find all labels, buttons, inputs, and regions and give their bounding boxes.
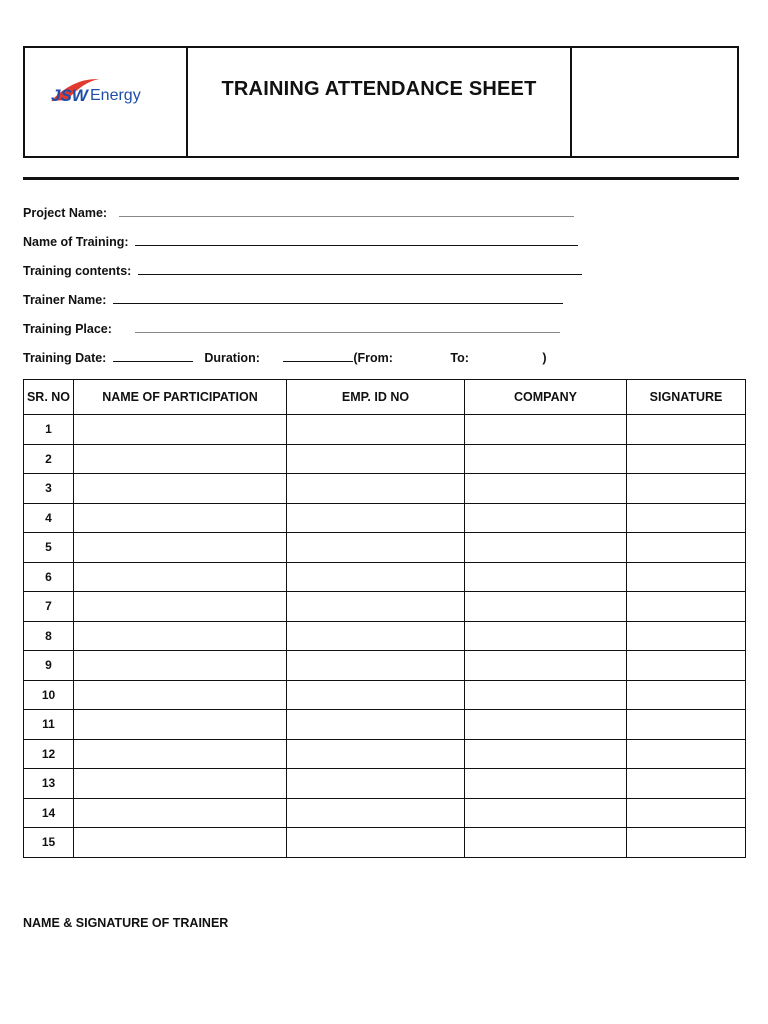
trainer-signature-label: NAME & SIGNATURE OF TRAINER (23, 916, 229, 930)
sr-no-cell: 2 (24, 444, 74, 474)
table-row (24, 621, 746, 651)
header-sr-no: SR. NO (24, 380, 74, 415)
name-cell[interactable] (74, 415, 287, 445)
emp-id-cell[interactable] (287, 739, 465, 769)
table-row (24, 503, 746, 533)
emp-id-cell[interactable] (287, 680, 465, 710)
sr-no-cell: 14 (24, 798, 74, 828)
emp-id-cell[interactable] (287, 621, 465, 651)
training-place-blank[interactable] (135, 321, 560, 333)
name-cell[interactable] (74, 503, 287, 533)
header-rule (23, 177, 739, 180)
table-row (24, 769, 746, 799)
name-of-training-blank[interactable] (135, 234, 578, 246)
sr-no-cell: 13 (24, 769, 74, 799)
signature-cell[interactable] (627, 798, 746, 828)
signature-cell[interactable] (627, 474, 746, 504)
project-name-blank[interactable] (119, 205, 574, 217)
sr-no-cell: 11 (24, 710, 74, 740)
signature-cell[interactable] (627, 592, 746, 622)
sr-no-cell: 1 (24, 415, 74, 445)
sr-no-cell: 5 (24, 533, 74, 563)
training-date-blank[interactable] (113, 350, 193, 362)
emp-id-cell[interactable] (287, 444, 465, 474)
training-contents-label: Training contents: (23, 264, 132, 278)
sr-no-cell: 12 (24, 739, 74, 769)
name-cell[interactable] (74, 592, 287, 622)
jsw-energy-logo (49, 70, 169, 110)
name-of-training-field (23, 234, 578, 249)
training-contents-field (23, 263, 582, 278)
table-row (24, 562, 746, 592)
signature-cell[interactable] (627, 621, 746, 651)
from-label: (From: (353, 351, 393, 365)
header-signature: SIGNATURE (627, 380, 746, 415)
project-name-field (23, 205, 574, 220)
company-cell[interactable] (465, 592, 627, 622)
training-date-label: Training Date: (23, 351, 107, 365)
signature-cell[interactable] (627, 769, 746, 799)
company-cell[interactable] (465, 562, 627, 592)
company-cell[interactable] (465, 798, 627, 828)
company-cell[interactable] (465, 444, 627, 474)
table-row (24, 474, 746, 504)
table-row (24, 739, 746, 769)
trainer-name-field (23, 292, 563, 307)
trainer-name-blank[interactable] (113, 292, 563, 304)
header-company: COMPANY (465, 380, 627, 415)
company-cell[interactable] (465, 503, 627, 533)
name-cell[interactable] (74, 739, 287, 769)
signature-cell[interactable] (627, 562, 746, 592)
training-place-label: Training Place: (23, 322, 112, 336)
name-cell[interactable] (74, 651, 287, 681)
name-cell[interactable] (74, 474, 287, 504)
table-row (24, 798, 746, 828)
logo-brand-word: Energy (90, 87, 141, 104)
company-cell[interactable] (465, 651, 627, 681)
signature-cell[interactable] (627, 415, 746, 445)
emp-id-cell[interactable] (287, 533, 465, 563)
emp-id-cell[interactable] (287, 798, 465, 828)
header-emp-id-no: EMP. ID NO (287, 380, 465, 415)
table-row (24, 680, 746, 710)
name-cell[interactable] (74, 533, 287, 563)
header-divider-right (570, 48, 572, 156)
header-divider-left (186, 48, 188, 156)
name-cell[interactable] (74, 680, 287, 710)
signature-cell[interactable] (627, 533, 746, 563)
sr-no-cell: 4 (24, 503, 74, 533)
project-name-label: Project Name: (23, 206, 108, 220)
training-date-field (23, 350, 547, 365)
page-title: TRAINING ATTENDANCE SHEET (221, 78, 537, 100)
sr-no-cell: 10 (24, 680, 74, 710)
company-cell[interactable] (465, 710, 627, 740)
sr-no-cell: 6 (24, 562, 74, 592)
table-header-row (24, 380, 746, 415)
trainer-name-label: Trainer Name: (23, 293, 107, 307)
training-contents-blank[interactable] (138, 263, 582, 275)
company-cell[interactable] (465, 621, 627, 651)
header-box (23, 46, 739, 158)
name-cell[interactable] (74, 798, 287, 828)
emp-id-cell[interactable] (287, 503, 465, 533)
emp-id-cell[interactable] (287, 769, 465, 799)
sr-no-cell: 15 (24, 828, 74, 858)
duration-label: Duration: (204, 351, 260, 365)
emp-id-cell[interactable] (287, 474, 465, 504)
table-row (24, 444, 746, 474)
emp-id-cell[interactable] (287, 415, 465, 445)
name-cell[interactable] (74, 769, 287, 799)
attendance-table (23, 379, 746, 858)
name-cell[interactable] (74, 621, 287, 651)
table-row (24, 828, 746, 858)
table-row (24, 533, 746, 563)
name-cell[interactable] (74, 444, 287, 474)
close-paren: ) (542, 351, 547, 365)
training-place-field (23, 321, 560, 336)
name-cell[interactable] (74, 710, 287, 740)
company-cell[interactable] (465, 474, 627, 504)
table-row (24, 710, 746, 740)
sr-no-cell: 3 (24, 474, 74, 504)
company-cell[interactable] (465, 828, 627, 858)
table-row (24, 592, 746, 622)
name-cell[interactable] (74, 828, 287, 858)
table-row (24, 415, 746, 445)
duration-blank[interactable] (283, 350, 353, 362)
sr-no-cell: 8 (24, 621, 74, 651)
signature-cell[interactable] (627, 503, 746, 533)
emp-id-cell[interactable] (287, 828, 465, 858)
signature-cell[interactable] (627, 828, 746, 858)
sr-no-cell: 7 (24, 592, 74, 622)
signature-cell[interactable] (627, 651, 746, 681)
company-cell[interactable] (465, 769, 627, 799)
emp-id-cell[interactable] (287, 710, 465, 740)
jsw-logo-icon (49, 70, 169, 110)
name-of-training-label: Name of Training: (23, 235, 129, 249)
logo-brand-mark: JSW (51, 86, 88, 105)
signature-cell[interactable] (627, 710, 746, 740)
signature-cell[interactable] (627, 739, 746, 769)
name-cell[interactable] (74, 562, 287, 592)
company-cell[interactable] (465, 533, 627, 563)
sr-no-cell: 9 (24, 651, 74, 681)
emp-id-cell[interactable] (287, 651, 465, 681)
company-cell[interactable] (465, 680, 627, 710)
table-row (24, 651, 746, 681)
company-cell[interactable] (465, 415, 627, 445)
emp-id-cell[interactable] (287, 562, 465, 592)
header-name-of-participation: NAME OF PARTICIPATION (74, 380, 287, 415)
signature-cell[interactable] (627, 444, 746, 474)
company-cell[interactable] (465, 739, 627, 769)
emp-id-cell[interactable] (287, 592, 465, 622)
to-label: To: (450, 351, 469, 365)
signature-cell[interactable] (627, 680, 746, 710)
